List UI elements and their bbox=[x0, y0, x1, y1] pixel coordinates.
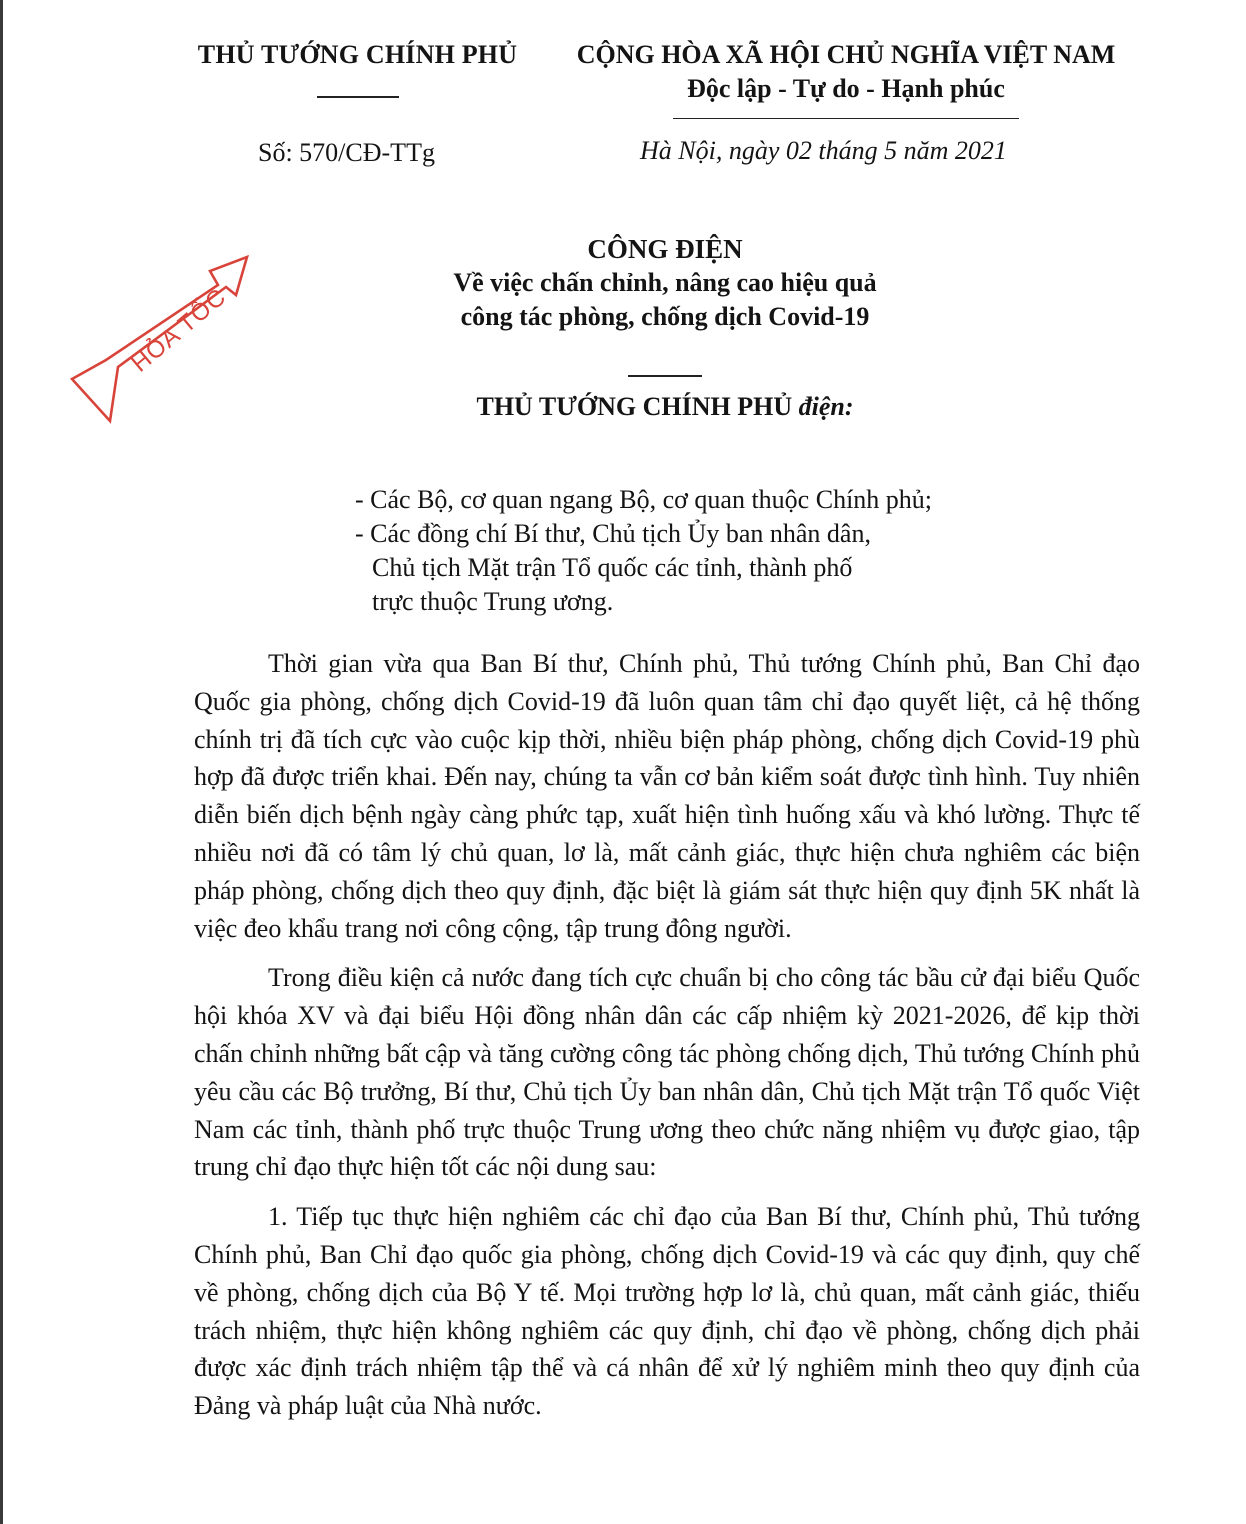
recipient-line-continuation: trực thuộc Trung ương. bbox=[372, 587, 614, 616]
document-type: CÔNG ĐIỆN bbox=[587, 234, 743, 264]
place-and-date: Hà Nội, ngày 02 tháng 5 năm 2021 bbox=[640, 136, 1007, 165]
national-motto: Độc lập - Tự do - Hạnh phúc bbox=[687, 74, 1005, 103]
urgent-stamp-icon bbox=[60, 245, 270, 435]
document-title-block bbox=[380, 232, 950, 334]
motto-underline bbox=[673, 118, 1019, 119]
country-name: CỘNG HÒA XÃ HỘI CHỦ NGHĨA VIỆT NAM bbox=[576, 40, 1116, 69]
issuing-agency-block bbox=[190, 40, 525, 98]
document-number: Số: 570/CĐ-TTg bbox=[258, 138, 435, 167]
recipient-line-continuation: Chủ tịch Mặt trận Tổ quốc các tỉnh, thành phố bbox=[372, 553, 853, 582]
sender-suffix: điện: bbox=[798, 392, 854, 421]
sender-name: THỦ TƯỚNG CHÍNH PHỦ bbox=[476, 392, 793, 421]
body-paragraph: Trong điều kiện cả nước đang tích cực chuẩn bị cho công tác bầu cử đại biểu Quốc hội khóa XV và đại biểu Hội đồng nhân dân các cấp nhiệm kỳ 2021-2026, để kịp thời chấn chỉnh những bất cập và tăng cường công tác phòng chống dịch, Thủ tướng Chính phủ yêu cầu các Bộ trưởng, Bí thư, Chủ tịch Ủy ban nhân dân, Chủ tịch Mặt trận Tổ quốc Việt Nam các tỉnh, thành phố trực thuộc Trung ương theo chức năng nhiệm vụ được giao, tập trung chỉ đạo thực hiện tốt các nội dung sau: bbox=[194, 963, 1140, 1182]
sender-line bbox=[380, 392, 950, 422]
national-title-block bbox=[556, 40, 1136, 119]
recipients-list bbox=[355, 483, 932, 619]
agency-underline bbox=[317, 96, 399, 98]
body-paragraph: 1. Tiếp tục thực hiện nghiêm các chỉ đạo của Ban Bí thư, Chính phủ, Thủ tướng Chính phủ, Ban Chỉ đạo quốc gia phòng, chống dịch Covid-19 và các quy định, quy chế về phòng, chống dịch của Bộ Y tế. Mọi trường hợp lơ là, chủ quan, mất cảnh giác, thiếu trách nhiệm, thực hiện không nghiêm các quy định, chỉ đạo về phòng, chống dịch phải được xác định trách nhiệm tập thể và cá nhân để xử lý nghiêm minh theo quy định của Đảng và pháp luật của Nhà nước. bbox=[194, 1202, 1140, 1421]
document-body bbox=[194, 645, 1140, 1437]
body-paragraph: Thời gian vừa qua Ban Bí thư, Chính phủ, Thủ tướng Chính phủ, Ban Chỉ đạo Quốc gia phòng, chống dịch Covid-19 đã luôn quan tâm chỉ đạo quyết liệt, cả hệ thống chính trị đã tích cực vào cuộc kịp thời, nhiều biện pháp phòng, chống dịch Covid-19 phù hợp đã được triển khai. Đến nay, chúng ta vẫn cơ bản kiểm soát được tình hình. Tuy nhiên diễn biến dịch bệnh ngày càng phức tạp, xuất hiện tình huống xấu và khó lường. Thực tế nhiều nơi đã có tâm lý chủ quan, lơ là, mất cảnh giác, thực hiện chưa nghiêm các biện pháp phòng, chống dịch theo quy định, đặc biệt là giám sát thực hiện quy định 5K nhất là việc đeo khẩu trang nơi công cộng, tập trung đông người. bbox=[194, 649, 1140, 943]
subject-line-1: Về việc chấn chỉnh, nâng cao hiệu quả bbox=[453, 268, 877, 297]
issuing-agency: THỦ TƯỚNG CHÍNH PHỦ bbox=[197, 40, 518, 69]
recipient-line: - Các đồng chí Bí thư, Chủ tịch Ủy ban nhân dân, bbox=[355, 519, 871, 548]
recipient-line: - Các Bộ, cơ quan ngang Bộ, cơ quan thuộc Chính phủ; bbox=[355, 485, 933, 514]
title-separator bbox=[628, 375, 702, 377]
scan-edge-line bbox=[0, 0, 3, 1524]
stamp-text: HỎA TỐC bbox=[126, 283, 232, 378]
subject-line-2: công tác phòng, chống dịch Covid-19 bbox=[460, 302, 870, 331]
